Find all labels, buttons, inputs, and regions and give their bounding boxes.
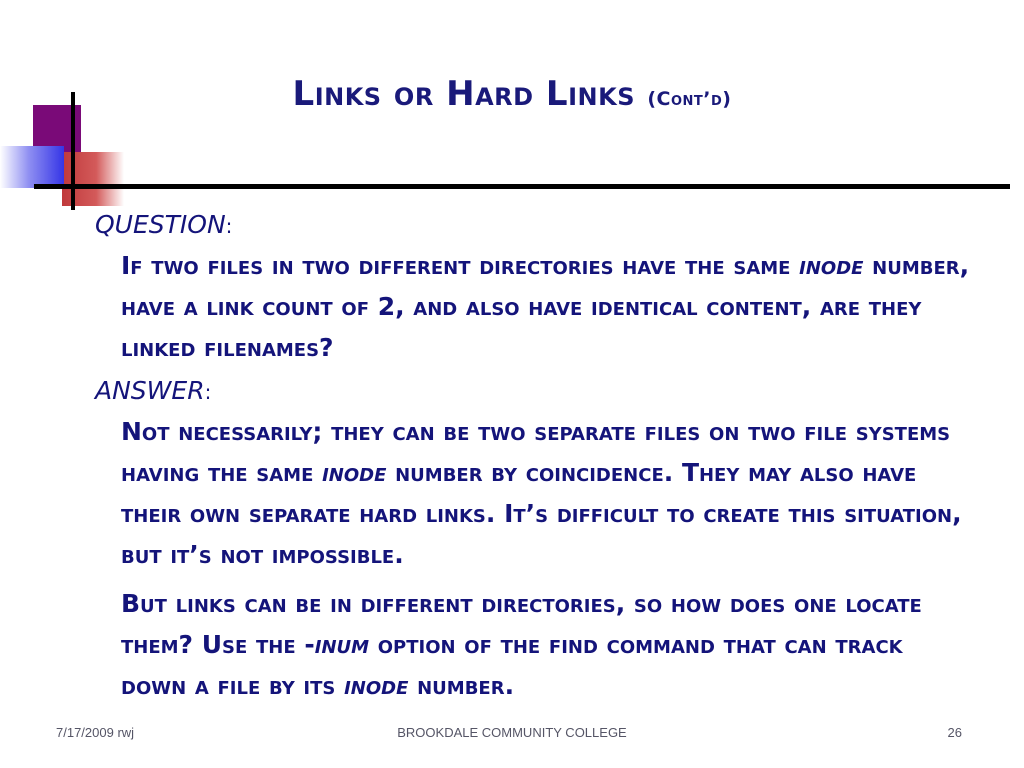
- answer-paragraph-1: [121, 411, 975, 575]
- footer-organization: BROOKDALE COMMUNITY COLLEGE: [397, 725, 627, 740]
- decor-blue-gradient-bar: [0, 146, 64, 188]
- question-label: QUESTION: [95, 210, 226, 239]
- footer-date: 7/17/2009 rwj: [56, 725, 135, 740]
- answer-1-part-2: number by coincidence. They may also have their own separate hard links. It’s difficult to create this situation, but it’s not impossible.: [121, 458, 962, 569]
- title-divider-line: [34, 184, 1010, 189]
- answer-2-part-3: number.: [408, 671, 515, 700]
- slide-title-suffix: (Cont’d): [647, 88, 732, 110]
- answer-2-part-2: option of the find command that can track down a file by its: [121, 630, 903, 700]
- question-heading: [95, 210, 975, 239]
- answer-1-inode-term: inode: [322, 458, 387, 487]
- answer-paragraph-2: [121, 583, 975, 706]
- question-text: [121, 245, 975, 368]
- answer-colon: :: [204, 380, 212, 404]
- answer-2-part-1: But links can be in different directories, so how does one locate them? Use the -: [121, 589, 922, 659]
- question-colon: :: [225, 214, 233, 238]
- answer-label: ANSWER: [95, 376, 205, 405]
- answer-heading: [95, 376, 975, 405]
- question-text-part-2: number, have a link count of 2, and also have identical content, are they linked filenames?: [121, 251, 970, 362]
- slide-title-main: Links or Hard Links: [292, 74, 635, 114]
- answer-2-inode-term: inode: [344, 671, 409, 700]
- footer-page-number: 26: [947, 725, 962, 740]
- answer-2-inum-term: inum: [314, 630, 370, 659]
- slide-title: [0, 74, 1024, 114]
- question-text-part-1: If two files in two different directories have the same: [121, 251, 800, 280]
- question-inode-term: inode: [799, 251, 864, 280]
- answer-1-part-1: Not necessarily; they can be two separate files on two file systems having the same: [121, 417, 951, 487]
- slide-body: [95, 206, 975, 714]
